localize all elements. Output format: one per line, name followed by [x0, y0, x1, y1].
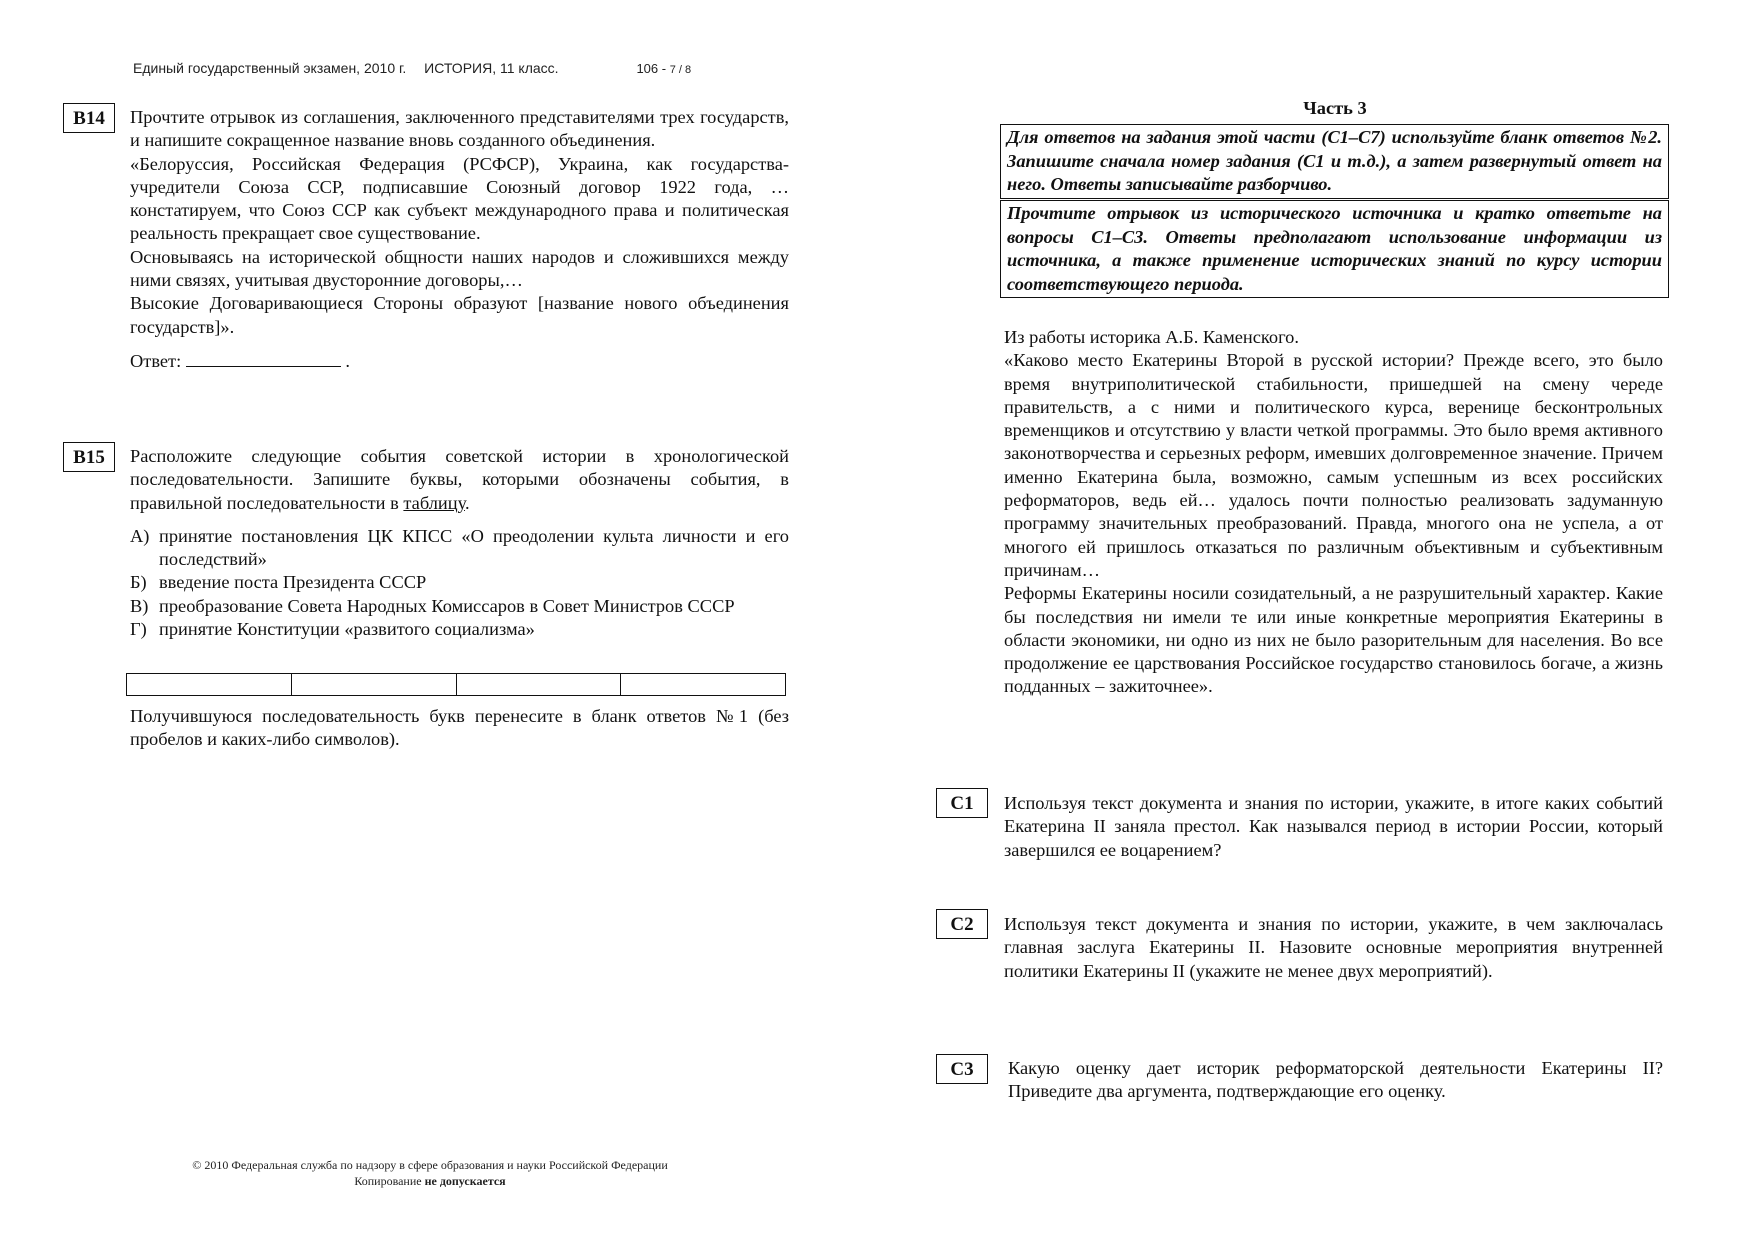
subject-title: ИСТОРИЯ, 11 класс.: [424, 60, 559, 76]
answer-cell[interactable]: [127, 674, 292, 695]
page-code: 106 - 7 / 8: [636, 61, 692, 76]
answer-label: Ответ:: [130, 350, 182, 371]
copy-notice: Копирование не допускается: [354, 1174, 506, 1188]
answer-field[interactable]: [186, 348, 341, 367]
b15-instruction: Расположите следующие события советской истории в хронологической последовательности. Запишите буквы, которыми обозначены события, в правильной последовательности в таблицу.: [130, 446, 789, 513]
task-label-c3: C3: [936, 1054, 988, 1084]
page-number: 7 / 8: [669, 64, 692, 76]
part3-instruction-1: Для ответов на задания этой части (С1–С7) используйте бланк ответов №2. Запишите сначала номер задания (С1 и т.д.), а затем развернутый ответ на него. Ответы записывайте разборчиво.: [1000, 124, 1669, 199]
answer-cell[interactable]: [621, 674, 786, 695]
part3-instruction-2: Прочтите отрывок из исторического источника и кратко ответьте на вопросы С1–С3. Ответы предполагают использование информации из источника, а также применение исторических знаний по курсу истории соответствующего периода.: [1000, 200, 1669, 298]
task-label-c1: C1: [936, 788, 988, 818]
task-b15: [130, 445, 789, 641]
question-c1: Используя текст документа и знания по истории, укажите, в итоге каких событий Екатерина II заняла престол. Как назывался период в истории России, который завершился ее воцарением?: [1004, 793, 1663, 860]
b14-quote-p2: Основываясь на исторической общности наших народов и сложившихся между ними связях, учитывая двусторонние договоры,…: [130, 246, 789, 291]
task-label-b15: B15: [63, 442, 115, 472]
list-item: А) принятие постановления ЦК КПСС «О преодолении культа личности и его последствий»: [130, 525, 789, 570]
b14-answer: Ответ: .: [130, 348, 789, 373]
b15-event-list: [130, 525, 789, 641]
question-c2: Используя текст документа и знания по истории, укажите, в чем заключалась главная заслуга Екатерины II. Назовите основные мероприятия внутренней политики Екатерины II (укажите не менее двух мероприятий).: [1004, 914, 1663, 981]
source-paragraph-1: «Каково место Екатерины Второй в русской истории? Прежде всего, это было время внутриполитической стабильности, пришедшей на смену череде правительств, а с ними и политического курса, веренице бесконтрольных временщиков и отсутствию у власти четкой программы. Это было время активного законотворчества и серьезных реформ, имевших долговременное значение. Причем именно Екатерина была, возможно, самым успешным из всех российских реформаторов, ведь ей… удалось почти полностью реализовать задуманную программу значительных преобразований. Правда, многого она не успела, а от многого ей пришлось отказаться по различным объективным и субъективным причинам…: [1004, 350, 1663, 580]
source-paragraph-2: Реформы Екатерины носили созидательный, а не разрушительный характер. Какие бы последствия ни имели те или иные конкретные мероприятия Екатерины в области экономики, ни одно из них не было разорительным для населения. Во все продолжение ее царствования Российское государство становилось богаче, а жизнь подданных – зажиточнее».: [1004, 583, 1663, 697]
b14-instruction: Прочтите отрывок из соглашения, заключенного представителями трех государств, и напишите сокращенное название вновь созданного объединения.: [130, 107, 789, 151]
answer-cell[interactable]: [457, 674, 622, 695]
source-title: Из работы историка А.Б. Каменского.: [1004, 327, 1299, 347]
source-text: [1004, 326, 1663, 699]
part-title: Часть 3: [1303, 98, 1367, 118]
question-c3: Какую оценку дает историк реформаторской деятельности Екатерины II? Приведите два аргумента, подтверждающие его оценку.: [1008, 1058, 1663, 1102]
page-footer: [150, 1157, 710, 1189]
task-label-b14: B14: [63, 103, 115, 133]
copyright: © 2010 Федеральная служба по надзору в сфере образования и науки Российской Федерации: [192, 1158, 668, 1172]
b14-quote-p1: «Белоруссия, Российская Федерация (РСФСР), Украина, как государства-учредители Союза ССР, подписавшие Союзный договор 1922 года, …констатируем, что Союз ССР как субъект международного права и политическая реальность прекращает свое существование.: [130, 153, 789, 244]
exam-title: Единый государственный экзамен, 2010 г.: [133, 60, 407, 76]
list-item: Г) принятие Конституции «развитого социализма»: [130, 619, 535, 640]
task-label-c2: C2: [936, 909, 988, 939]
list-item: В) преобразование Совета Народных Комиссаров в Совет Министров СССР: [130, 595, 735, 616]
list-item: Б) введение поста Президента СССР: [130, 572, 427, 593]
table-link[interactable]: таблицу: [403, 492, 465, 513]
b15-note: Получившуюся последовательность букв перенесите в бланк ответов №1 (без пробелов и каких-либо символов).: [130, 706, 789, 750]
task-b14: [130, 106, 789, 373]
answer-cell[interactable]: [292, 674, 457, 695]
b14-quote-p3: Высокие Договаривающиеся Стороны образуют [название нового объединения государств]».: [130, 293, 789, 337]
page-header: [133, 60, 691, 76]
answer-table: [126, 673, 786, 696]
